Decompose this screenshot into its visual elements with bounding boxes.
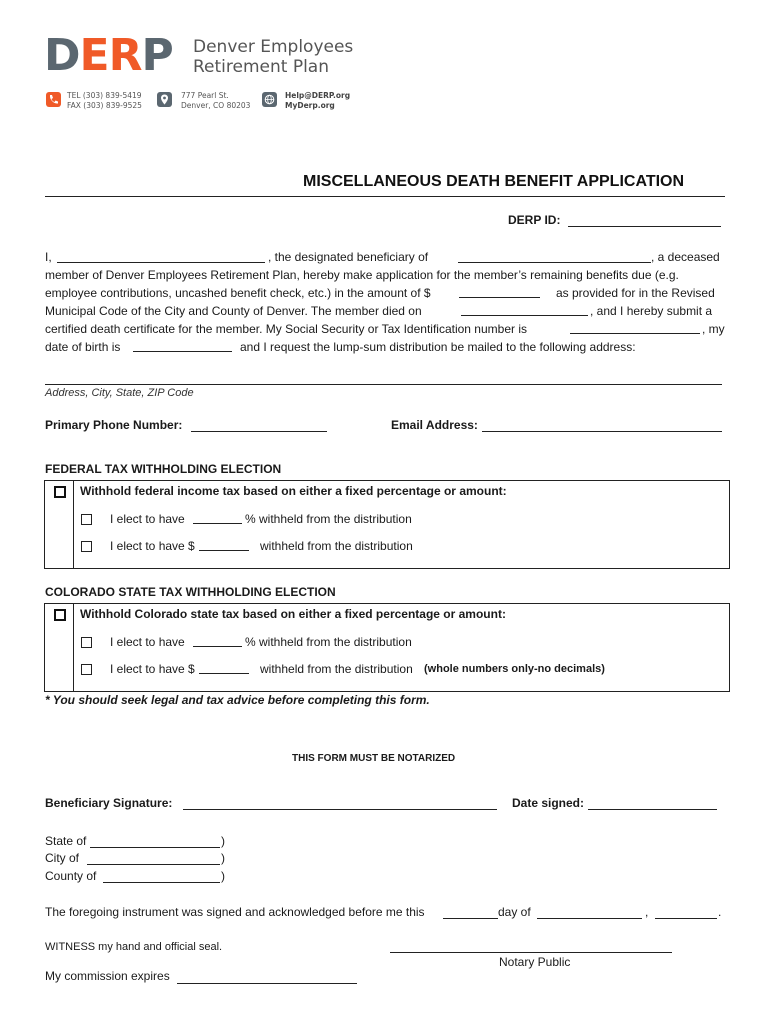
para-l4-b: , and I hereby submit a [590,304,713,318]
date-of-death-field[interactable] [461,315,588,316]
phone-label: Primary Phone Number: [45,418,183,432]
para-l6-b: and I request the lump-sum distribution be mailed to the following address: [240,340,636,354]
state-of-field[interactable] [90,847,220,848]
globe-icon [262,92,277,107]
para-l1-b: , the designated beneficiary of [268,250,429,264]
contact-phone [67,91,142,111]
city-of-label: City of [45,851,80,865]
colorado-option: Withhold Colorado state tax based on either a fixed percentage or amount: [80,607,506,621]
colorado-pct-b: % withheld from the distribution [245,635,412,649]
para-l5-b: , my [702,322,725,336]
ack-year-field[interactable] [655,918,717,919]
address-field[interactable] [45,384,722,385]
colorado-pct-checkbox[interactable] [81,637,92,648]
ack-text-d: . [718,905,722,919]
colorado-amt-a: I elect to have $ [110,662,195,676]
email-link[interactable]: Help@DERP.org [285,91,351,100]
web-link[interactable]: MyDerp.org [285,101,335,110]
county-of-label: County of [45,869,97,883]
para-l1-c: , a deceased [651,250,720,264]
logo-name [193,37,353,77]
colorado-pct-field[interactable] [193,646,242,647]
logo-letter-e: E [79,30,109,81]
phone-icon [46,92,61,107]
colorado-amt-checkbox[interactable] [81,664,92,675]
colorado-amt-note: (whole numbers only-no decimals) [424,663,605,675]
colorado-heading: COLORADO STATE TAX WITHHOLDING ELECTION [45,585,336,599]
ack-text-b: day of [498,905,531,919]
address-line1: 777 Pearl St. [181,91,229,100]
date-of-birth-field[interactable] [133,351,232,352]
derp-id-field[interactable] [568,226,721,227]
ack-day-field[interactable] [443,918,498,919]
federal-box-divider [73,480,74,568]
signature-field[interactable] [183,809,497,810]
witness-text: WITNESS my hand and official seal. [45,941,223,953]
colorado-pct-a: I elect to have [110,635,185,649]
federal-amt-checkbox[interactable] [81,541,92,552]
date-signed-label: Date signed: [512,796,585,810]
county-of-field[interactable] [103,882,220,883]
federal-pct-b: % withheld from the distribution [245,512,412,526]
notary-signature-field[interactable] [390,952,672,953]
federal-pct-checkbox[interactable] [81,514,92,525]
colorado-amt-b: withheld from the distribution [260,662,413,676]
derp-id-label: DERP ID: [508,213,561,227]
federal-option: Withhold federal income tax based on either a fixed percentage or amount: [80,484,507,498]
logo-name-line1: Denver Employees [193,37,354,57]
para-l2: member of Denver Employees Retirement Plan, hereby make application for the member’s remaining benefits due (e.g. [45,268,679,282]
county-of-paren: ) [221,869,225,883]
colorado-box-divider [73,603,74,691]
tel-text: TEL (303) 839-5419 [67,91,142,100]
colorado-amt-field[interactable] [199,673,249,674]
date-signed-field[interactable] [588,809,717,810]
commission-label: My commission expires [45,969,170,983]
city-of-paren: ) [221,851,225,865]
deceased-member-field[interactable] [458,262,651,263]
logo-letter-r: R [108,30,142,81]
para-l6-a: date of birth is [45,340,121,354]
federal-amt-a: I elect to have $ [110,539,195,553]
title-rule [45,196,725,197]
federal-withhold-checkbox[interactable] [54,486,66,498]
para-l1-a: I, [45,250,52,264]
contact-address [181,91,250,111]
contact-online [285,91,350,111]
federal-amt-b: withheld from the distribution [260,539,413,553]
ack-month-field[interactable] [537,918,642,919]
federal-pct-a: I elect to have [110,512,185,526]
logo-letter-p: P [141,30,173,81]
signature-label: Beneficiary Signature: [45,796,173,810]
address-caption: Address, City, State, ZIP Code [45,387,194,399]
commission-field[interactable] [177,983,357,984]
page-title: MISCELLANEOUS DEATH BENEFIT APPLICATION [303,173,685,190]
notarized-notice: THIS FORM MUST BE NOTARIZED [292,753,456,764]
federal-heading: FEDERAL TAX WITHHOLDING ELECTION [45,462,282,476]
ack-text-a: The foregoing instrument was signed and acknowledged before me this [45,905,425,919]
federal-pct-field[interactable] [193,523,242,524]
derp-logo [44,30,173,81]
federal-amt-field[interactable] [199,550,249,551]
map-pin-icon [157,92,172,107]
beneficiary-name-field[interactable] [57,262,265,263]
para-l3-a: employee contributions, uncashed benefit check, etc.) in the amount of $ [45,286,431,300]
state-of-label: State of [45,834,87,848]
state-of-paren: ) [221,834,225,848]
address-line2: Denver, CO 80203 [181,101,251,110]
amount-field[interactable] [459,297,540,298]
email-field[interactable] [482,431,722,432]
para-l3-b: as provided for in the Revised [556,286,715,300]
logo-name-line2: Retirement Plan [193,57,329,77]
phone-field[interactable] [191,431,327,432]
para-l5-a: certified death certificate for the member. My Social Security or Tax Identification number is [45,322,527,336]
ack-text-c: , [645,905,649,919]
notary-label: Notary Public [499,955,571,969]
ssn-field[interactable] [570,333,700,334]
email-label: Email Address: [391,418,478,432]
fax-text: FAX (303) 839-9525 [67,101,142,110]
city-of-field[interactable] [87,864,220,865]
colorado-withhold-checkbox[interactable] [54,609,66,621]
logo-letter-d: D [44,30,80,81]
advice-note: * You should seek legal and tax advice before completing this form. [45,693,430,707]
para-l4-a: Municipal Code of the City and County of Denver. The member died on [45,304,422,318]
